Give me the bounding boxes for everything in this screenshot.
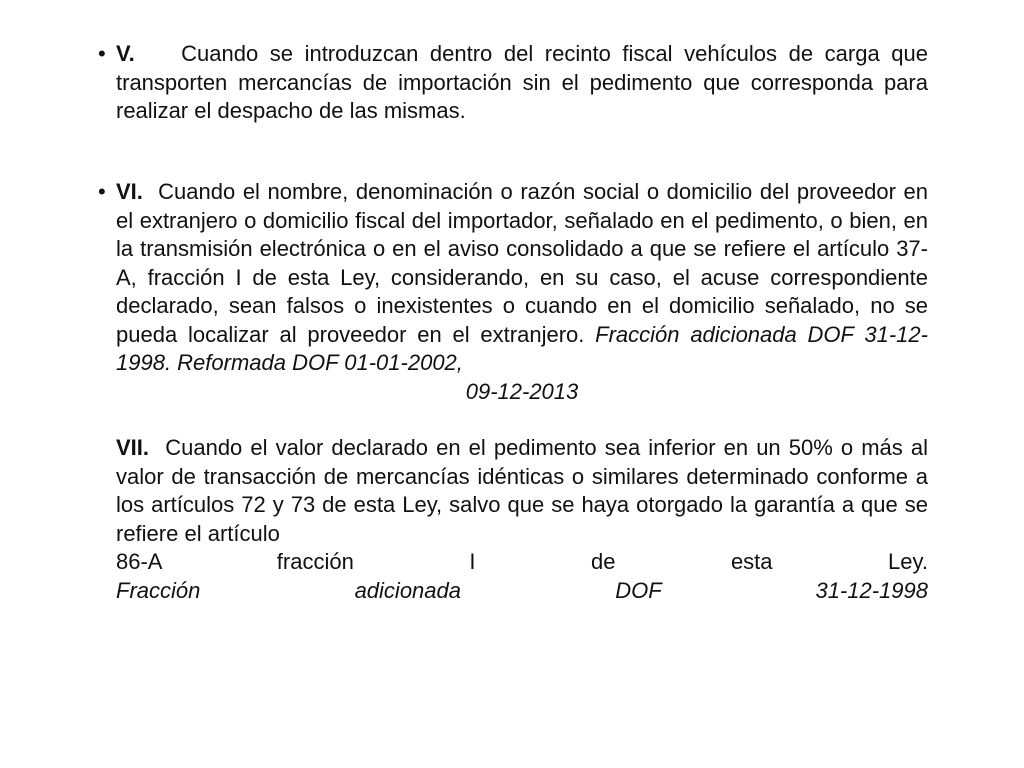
bullet-icon: •: [98, 179, 106, 204]
list-item-fraccion-vii: [116, 434, 928, 605]
item-text: Cuando el nombre, denominación o razón social o domicilio del proveedor en el extranjero o domicilio fiscal del importador, señalado en el pedimento, o bien, en la transmisión electrónica o en el aviso consolidado a que se refiere el artículo 37-A, fracción I de esta Ley, considerando, en su caso, el acuse correspondiente declarado, sean falsos o inexistentes o cuando en el domicilio señalado, no se pueda localizar al proveedor en el extranjero.: [116, 179, 928, 347]
reform-note: Fracción adicionada DOF 31-12-1998: [116, 577, 928, 603]
item-number: V.: [116, 41, 135, 66]
item-text: Cuando el valor declarado en el pedimento sea inferior en un 50% o más al valor de transacción de mercancías idénticas o similares determinado conforme a los artículos 72 y 73 de esta Ley, salvo que se haya otorgado la garantía a que se refiere el artículo: [116, 435, 928, 546]
item-text: Cuando se introduzcan dentro del recinto fiscal vehículos de carga que transporten mercancías de importación sin el pedimento que corresponda para realizar el despacho de las mismas.: [116, 41, 928, 123]
list-item-fraccion-v: [98, 40, 928, 126]
list-item-fraccion-vi: [98, 178, 928, 605]
item-text-end: 86-A fracción I de esta Ley.: [116, 549, 928, 574]
reform-note-date: 09-12-2013: [465, 378, 579, 404]
item-number: VII.: [116, 435, 150, 460]
reform-note: Fracción adicionada DOF 31-12-1998. Reformada DOF 01-01-2002,: [116, 321, 928, 375]
item-number: VI.: [116, 179, 143, 204]
bullet-icon: •: [98, 41, 106, 66]
